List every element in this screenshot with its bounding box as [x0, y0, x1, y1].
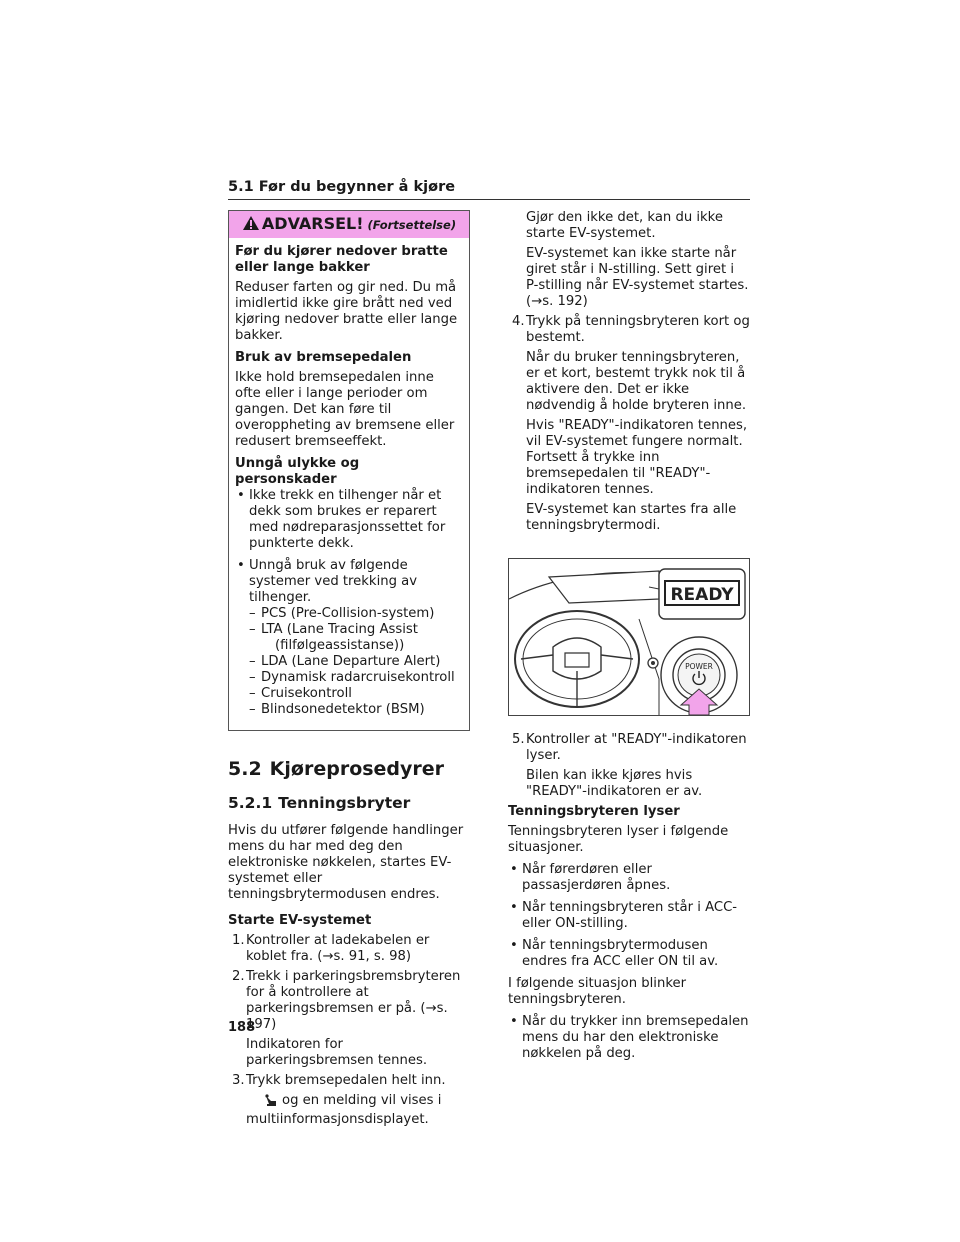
step-text: Kontroller at "READY"-indikatoren lyser. — [526, 732, 747, 763]
step-4-note-3: EV-systemet kan startes fra alle tenningsbrytermodi. — [526, 502, 737, 533]
warning-box — [228, 210, 470, 731]
section-number: 5.2 — [228, 758, 262, 780]
bullet-text: Når du trykker inn bremsepedalen mens du har den elektroniske nøkkelen på deg. — [522, 1014, 749, 1061]
lights-intro: Tenningsbryteren lyser i følgende situasjoner. — [508, 824, 729, 855]
step-3-note — [246, 1093, 470, 1128]
system-item: Blindsonedetektor (BSM) — [261, 702, 425, 717]
warning-paragraph-1: Reduser farten og gir ned. Du må imidlertid ikke gire brått ned ved kjøring nedover bratte eller lange bakker. — [235, 280, 458, 343]
power-button-label: POWER — [685, 662, 713, 671]
subsection-number: 5.2.1 — [228, 794, 273, 812]
list-item — [508, 938, 750, 970]
system-item: LTA (Lane Tracing Assist — [261, 622, 418, 637]
subsection-heading-5-2-1 — [228, 793, 470, 813]
subsection-title: Tenningsbryter — [278, 794, 411, 812]
bullet-text: Når tenningsbryteren står i ACC- eller ON-stilling. — [522, 900, 738, 931]
section-title: Kjøreprosedyrer — [269, 758, 445, 780]
warning-bullet-list — [235, 488, 463, 718]
step-5 — [508, 732, 750, 764]
step-number: 4. — [512, 314, 525, 329]
warning-body — [229, 238, 469, 730]
intro-paragraph: Hvis du utfører følgende handlinger mens du har med deg den elektroniske nøkkelen, startes EV-systemet eller tenningsbrytermodusen endres. — [228, 823, 464, 902]
dashboard-illustration — [509, 559, 749, 715]
systems-list — [249, 606, 463, 718]
bullet-text: Ikke trekk en tilhenger når et dekk som brukes er reparert med nødreparasjonssettet for punkterte dekk. — [249, 488, 446, 551]
list-item — [508, 1014, 750, 1062]
warning-triangle-icon — [242, 215, 260, 236]
blink-intro: I følgende situasjon blinker tenningsbryteren. — [508, 976, 687, 1007]
list-item — [249, 606, 463, 622]
step-text: Trekk i parkeringsbremsbryteren for å kontrollere at parkeringsbremsen er på. (→s. 197) — [246, 969, 461, 1032]
list-item — [249, 702, 463, 718]
list-item — [235, 558, 463, 718]
system-item-continued: (filfølgeassistanse)) — [275, 638, 405, 653]
warning-paragraph-2: Ikke hold bremsepedalen inne ofte eller i lange perioder om gangen. Det kan føre til overoppheting av bremsene eller redusert bremseeffekt. — [235, 370, 455, 449]
warning-heading-3: Unngå ulykke og personskader — [235, 456, 360, 487]
bullet-text: Når førerdøren eller passasjerdøren åpnes. — [522, 862, 671, 893]
list-item — [249, 686, 463, 702]
step-4-note-2: Hvis "READY"-indikatoren tennes, vil EV-systemet fungere normalt. Fortsett å trykke inn bremsepedalen til "READY"-indikatoren tennes. — [526, 418, 748, 497]
lights-heading: Tenningsbryteren lyser — [508, 804, 680, 819]
system-item: LDA (Lane Departure Alert) — [261, 654, 441, 669]
section-heading-5-2 — [228, 757, 470, 781]
start-heading: Starte EV-systemet — [228, 913, 372, 928]
system-item: Dynamisk radarcruisekontroll — [261, 670, 455, 685]
step-3 — [228, 1073, 470, 1089]
right-column — [508, 210, 750, 1068]
steps-list — [228, 1073, 470, 1089]
section-header: 5.1 Før du begynner å kjøre — [228, 178, 750, 200]
bullet-text: Når tenningsbrytermodusen endres fra ACC eller ON til av. — [522, 938, 719, 969]
warning-subtitle: (Fortsettelse) — [367, 218, 457, 232]
step-text: Trykk på tenningsbryteren kort og bestemt. — [526, 314, 750, 345]
step-4-note-1: Når du bruker tenningsbryteren, er et kort, bestemt trykk nok til å aktivere den. Det er ikke nødvendig å holde bryteren inne. — [526, 350, 747, 413]
blink-bullet-list — [508, 1014, 750, 1062]
warning-title: ADVARSEL! — [261, 214, 364, 233]
step-3-note-2: Gjør den ikke det, kan du ikke starte EV-systemet. — [526, 210, 723, 241]
steps-list — [228, 933, 470, 1033]
step-number: 1. — [232, 933, 245, 948]
list-item — [508, 900, 750, 932]
step-2 — [228, 969, 470, 1033]
step-number: 3. — [232, 1073, 245, 1088]
warning-heading-1: Før du kjører nedover bratte eller lange bakker — [235, 244, 448, 275]
warning-header — [229, 211, 469, 238]
bullet-text: Unngå bruk av følgende systemer ved trekking av tilhenger. — [249, 558, 418, 605]
step-number: 2. — [232, 969, 245, 984]
step-5-note: Bilen kan ikke kjøres hvis "READY"-indikatoren er av. — [526, 768, 703, 799]
warning-heading-2: Bruk av bremsepedalen — [235, 350, 412, 365]
left-column — [228, 210, 470, 1132]
lights-bullet-list — [508, 862, 750, 970]
ready-indicator-label: READY — [670, 585, 734, 605]
step-3-note-text: og en melding vil vises i multiinformasjonsdisplayet. — [246, 1093, 442, 1127]
list-item — [235, 488, 463, 552]
power-button-figure — [508, 558, 750, 716]
step-3-note-3: EV-systemet kan ikke starte når giret står i N-stilling. Sett giret i P-stilling når EV-systemet startes. (→s. 192) — [526, 246, 749, 309]
step-4 — [508, 314, 750, 346]
step-text: Kontroller at ladekabelen er koblet fra. (→s. 91, s. 98) — [246, 933, 430, 964]
list-item — [249, 622, 463, 654]
list-item — [249, 670, 463, 686]
steps-list — [508, 314, 750, 346]
system-item: PCS (Pre-Collision-system) — [261, 606, 435, 621]
list-item — [249, 654, 463, 670]
system-item: Cruisekontroll — [261, 686, 352, 701]
step-1 — [228, 933, 470, 965]
page-number: 188 — [228, 1020, 256, 1035]
steps-list — [508, 732, 750, 764]
step-text: Trykk bremsepedalen helt inn. — [246, 1073, 446, 1088]
brake-pedal-icon — [264, 1093, 278, 1112]
step-2-note: Indikatoren for parkeringsbremsen tennes. — [246, 1037, 428, 1068]
list-item — [508, 862, 750, 894]
step-number: 5. — [512, 732, 525, 747]
